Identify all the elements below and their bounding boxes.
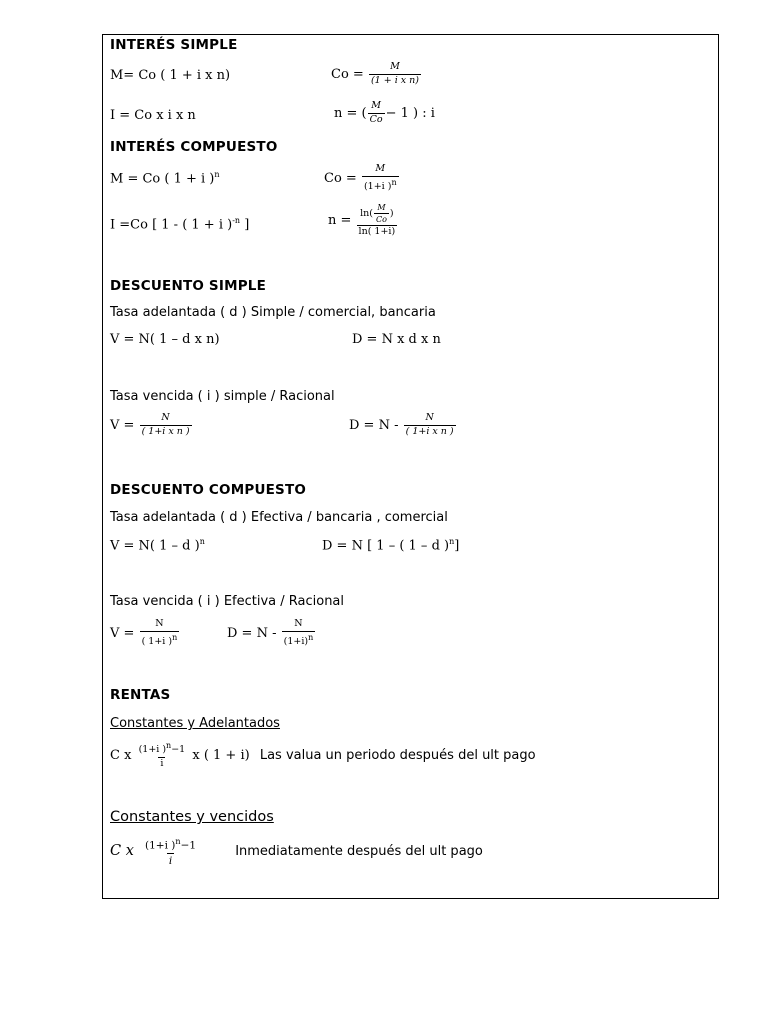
d-numerator: N xyxy=(425,412,434,423)
n-lhs: n = ( xyxy=(334,105,367,121)
n-fraction xyxy=(357,203,398,238)
renta-adelantada-post: x ( 1 + i) xyxy=(192,748,250,763)
label-tasa-vencida-simple: Tasa vencida ( i ) simple / Racional xyxy=(110,389,335,404)
heading-interes-compuesto: INTERÉS COMPUESTO xyxy=(110,139,278,155)
d-numerator: N xyxy=(294,618,303,629)
label-tasa-adelantada-compuesto: Tasa adelantada ( d ) Efectiva / bancaria , comercial xyxy=(110,510,448,525)
formula-d-adelantada-compuesto xyxy=(322,537,459,553)
i-exponent: -n xyxy=(232,216,241,225)
m-exponent: n xyxy=(214,170,220,179)
formula-n-simple xyxy=(334,101,435,126)
heading-rentas: RENTAS xyxy=(110,687,171,703)
formula-n-compuesto xyxy=(328,203,398,238)
formula-d-vencida-compuesto xyxy=(227,619,316,648)
n-denominator: Co xyxy=(369,113,383,125)
formula-i-compuesto xyxy=(110,216,249,232)
formula-co-simple xyxy=(331,62,422,87)
heading-descuento-simple: DESCUENTO SIMPLE xyxy=(110,278,267,294)
i-close: ] xyxy=(244,217,250,233)
v-numerator: N xyxy=(161,412,170,423)
co-lhs: Co = xyxy=(324,171,357,186)
formula-m-simple: M= Co ( 1 + i x n) xyxy=(110,68,231,83)
n-fraction xyxy=(368,101,385,126)
num-post: −1 xyxy=(171,744,186,756)
formula-v-adelantada-compuesto xyxy=(110,537,205,553)
formula-renta-adelantada xyxy=(110,741,536,770)
n-denominator: ln( 1+i) xyxy=(358,226,396,238)
n-numerator: M xyxy=(371,100,381,111)
formula-m-compuesto xyxy=(110,170,220,186)
co-den-base: (1+i ) xyxy=(363,181,392,193)
label-tasa-adelantada-simple: Tasa adelantada ( d ) Simple / comercial, bancaria xyxy=(110,305,436,320)
formula-renta-vencida xyxy=(110,837,483,867)
formula-sheet xyxy=(102,34,719,899)
co-denominator: (1 + i x n) xyxy=(370,74,419,86)
m-base: M = Co ( 1 + i ) xyxy=(110,171,215,187)
num-exponent: n xyxy=(175,837,181,846)
d-den-exponent: n xyxy=(308,632,314,642)
v-den-exponent: n xyxy=(172,632,178,642)
label-tasa-vencida-compuesto: Tasa vencida ( i ) Efectiva / Racional xyxy=(110,594,345,609)
ln-open: ln( xyxy=(360,208,373,220)
label-constantes-adelantados: Constantes y Adelantados xyxy=(110,716,280,731)
v-lhs: V = xyxy=(110,626,135,641)
d-lhs: D = N - xyxy=(227,626,277,641)
v-fraction xyxy=(140,413,192,438)
ln-close: ) xyxy=(389,208,394,220)
num-base: (1+i ) xyxy=(138,744,167,756)
co-numerator: M xyxy=(375,163,386,174)
formula-v-vencida-simple xyxy=(110,413,193,438)
d-exponent: n xyxy=(449,537,455,546)
v-numerator: N xyxy=(155,618,164,629)
heading-interes-simple: INTERÉS SIMPLE xyxy=(110,37,238,53)
num-post: −1 xyxy=(180,839,197,852)
co-denominator xyxy=(362,176,399,193)
d-denominator xyxy=(282,631,316,648)
renta-vencida-pre: C x xyxy=(110,843,134,860)
co-lhs: Co = xyxy=(331,66,364,82)
v-den-base: ( 1+i ) xyxy=(141,636,173,648)
co-den-exponent: n xyxy=(391,177,397,187)
v-base: V = N( 1 – d ) xyxy=(110,538,200,554)
renta-adelantada-fraction xyxy=(137,741,188,770)
co-fraction xyxy=(362,164,399,193)
d-fraction xyxy=(404,413,456,438)
inner-denominator: Co xyxy=(375,215,387,225)
d-close: ] xyxy=(454,538,460,554)
i-base: I =Co [ 1 - ( 1 + i ) xyxy=(110,217,233,233)
formula-v-adelantada-simple: V = N( 1 – d x n) xyxy=(110,332,220,347)
label-constantes-vencidos: Constantes y vencidos xyxy=(110,809,274,825)
renta-vencida-fraction xyxy=(143,837,198,867)
renta-adelantada-note: Las valua un periodo después del ult pago xyxy=(259,748,536,763)
d-lhs: D = N - xyxy=(349,417,399,433)
formula-co-compuesto xyxy=(324,164,400,193)
d-fraction xyxy=(282,619,316,648)
inner-numerator: M xyxy=(377,203,386,212)
renta-adelantada-pre: C x xyxy=(110,748,132,763)
co-fraction xyxy=(369,62,421,87)
num-exponent: n xyxy=(166,741,172,750)
formula-v-vencida-compuesto xyxy=(110,619,180,648)
v-exponent: n xyxy=(199,537,205,546)
renta-vencida-denominator: i xyxy=(168,854,173,867)
formula-i-simple: I = Co x i x n xyxy=(110,108,196,123)
n-lhs: n = xyxy=(328,213,352,229)
v-fraction xyxy=(140,619,180,648)
co-numerator: M xyxy=(390,61,400,72)
renta-adelantada-denominator: i xyxy=(160,758,164,770)
d-base: D = N [ 1 – ( 1 – d ) xyxy=(322,538,450,554)
v-lhs: V = xyxy=(110,417,135,433)
heading-descuento-compuesto: DESCUENTO COMPUESTO xyxy=(110,482,307,498)
v-denominator xyxy=(140,631,180,648)
n-rhs: − 1 ) : i xyxy=(385,105,435,121)
formula-d-vencida-simple xyxy=(349,413,457,438)
v-denominator: ( 1+i x n ) xyxy=(141,425,190,437)
d-den-base: (1+i) xyxy=(283,636,309,648)
n-numerator xyxy=(358,203,396,225)
formula-d-adelantada-simple: D = N x d x n xyxy=(352,332,441,347)
renta-vencida-numerator xyxy=(143,837,198,853)
n-inner-fraction xyxy=(374,203,389,224)
num-base: (1+i ) xyxy=(145,839,176,852)
renta-vencida-note: Inmediatamente después del ult pago xyxy=(235,844,483,860)
d-denominator: ( 1+i x n ) xyxy=(405,425,454,437)
renta-adelantada-numerator xyxy=(137,741,188,757)
